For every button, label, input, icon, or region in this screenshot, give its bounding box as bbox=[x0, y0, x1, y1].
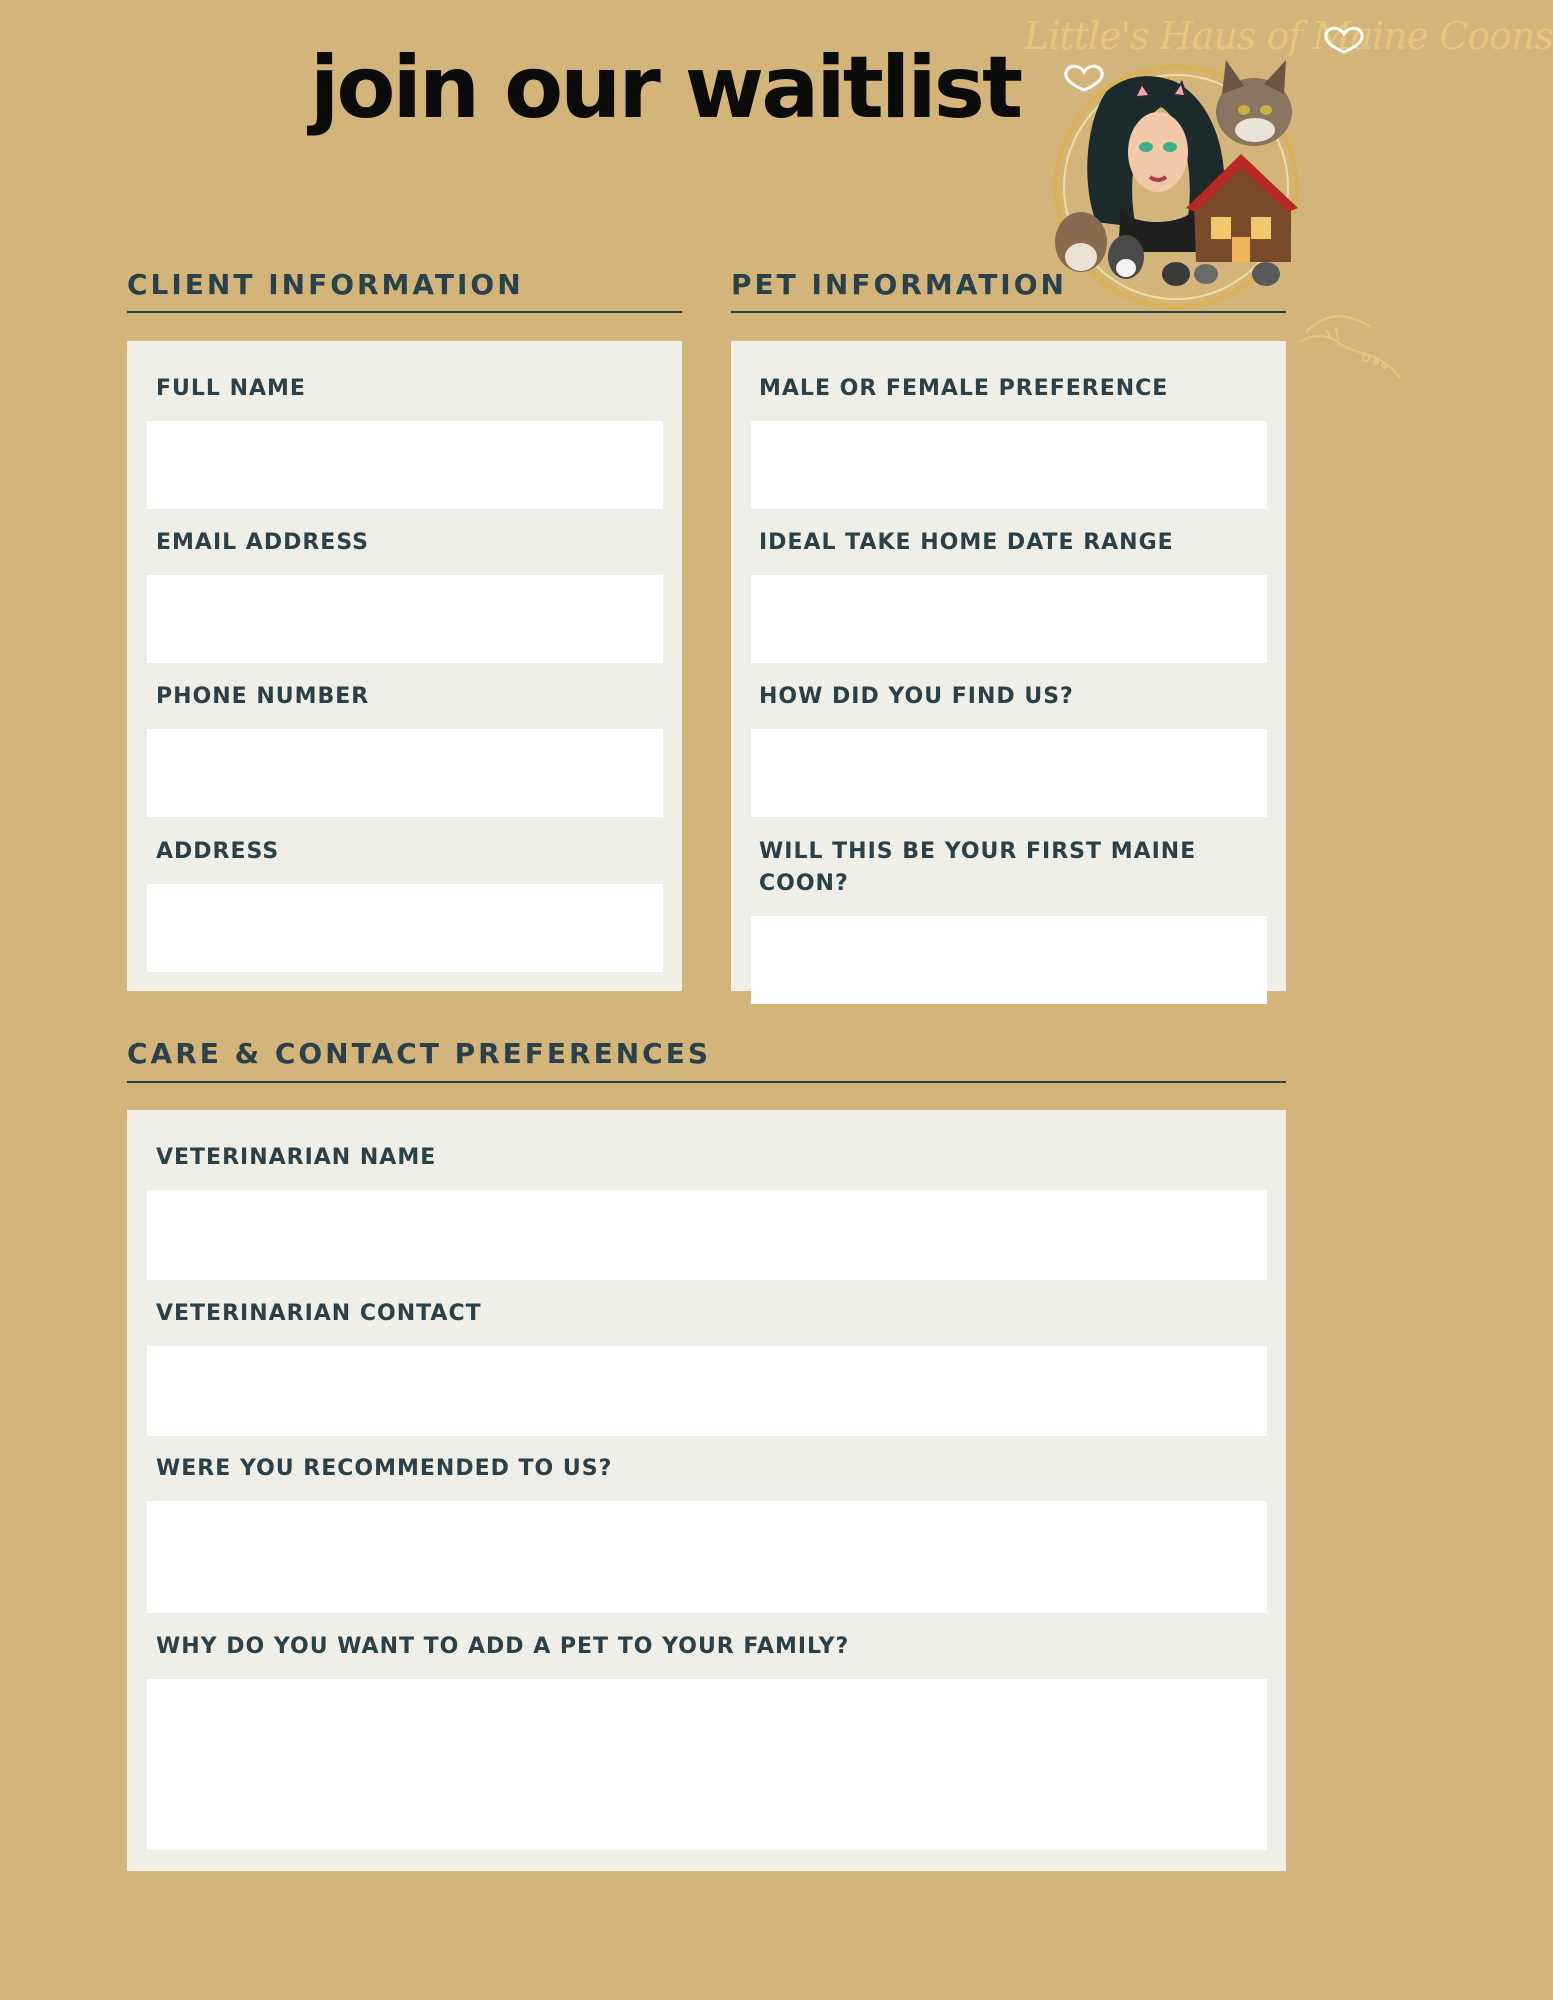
pet-section-heading: PET INFORMATION bbox=[731, 268, 1067, 301]
address-field[interactable] bbox=[147, 884, 663, 972]
take-home-date-field[interactable] bbox=[751, 575, 1267, 663]
care-section-heading: CARE & CONTACT PREFERENCES bbox=[127, 1037, 712, 1070]
care-section-divider bbox=[127, 1081, 1286, 1083]
take-home-date-label: IDEAL TAKE HOME DATE RANGE bbox=[759, 530, 1174, 555]
sex-preference-label: MALE OR FEMALE PREFERENCE bbox=[759, 376, 1169, 401]
address-label: ADDRESS bbox=[156, 839, 280, 864]
heart-paw-icon bbox=[1326, 28, 1362, 52]
find-us-field[interactable] bbox=[751, 729, 1267, 817]
pet-section-divider bbox=[731, 311, 1286, 313]
recommended-field[interactable] bbox=[147, 1501, 1267, 1613]
find-us-label: HOW DID YOU FIND US? bbox=[759, 684, 1074, 709]
full-name-label: FULL NAME bbox=[156, 376, 306, 401]
veterinarian-contact-field[interactable] bbox=[147, 1346, 1267, 1436]
client-section-heading: CLIENT INFORMATION bbox=[127, 268, 524, 301]
full-name-field[interactable] bbox=[147, 421, 663, 509]
email-address-field[interactable] bbox=[147, 575, 663, 663]
veterinarian-contact-label: VETERINARIAN CONTACT bbox=[156, 1301, 482, 1326]
maine-coon-logo-icon bbox=[1024, 12, 1553, 332]
cat-sketch-icon bbox=[1296, 322, 1404, 382]
recommended-label: WERE YOU RECOMMENDED TO US? bbox=[156, 1456, 613, 1481]
brand-name: Little's Haus of Maine Coons bbox=[1024, 14, 1553, 58]
first-maine-coon-label: WILL THIS BE YOUR FIRST MAINE COON? bbox=[759, 839, 1197, 896]
sex-preference-field[interactable] bbox=[751, 421, 1267, 509]
phone-number-field[interactable] bbox=[147, 729, 663, 817]
why-add-pet-field[interactable] bbox=[147, 1679, 1267, 1850]
phone-number-label: PHONE NUMBER bbox=[156, 684, 370, 709]
first-maine-coon-field[interactable] bbox=[751, 916, 1267, 1004]
veterinarian-name-label: VETERINARIAN NAME bbox=[156, 1145, 437, 1170]
page-title: join our waitlist bbox=[309, 38, 1021, 138]
veterinarian-name-field[interactable] bbox=[147, 1190, 1267, 1280]
email-address-label: EMAIL ADDRESS bbox=[156, 530, 370, 555]
why-add-pet-label: WHY DO YOU WANT TO ADD A PET TO YOUR FAMILY? bbox=[156, 1634, 850, 1659]
client-section-divider bbox=[127, 311, 682, 313]
